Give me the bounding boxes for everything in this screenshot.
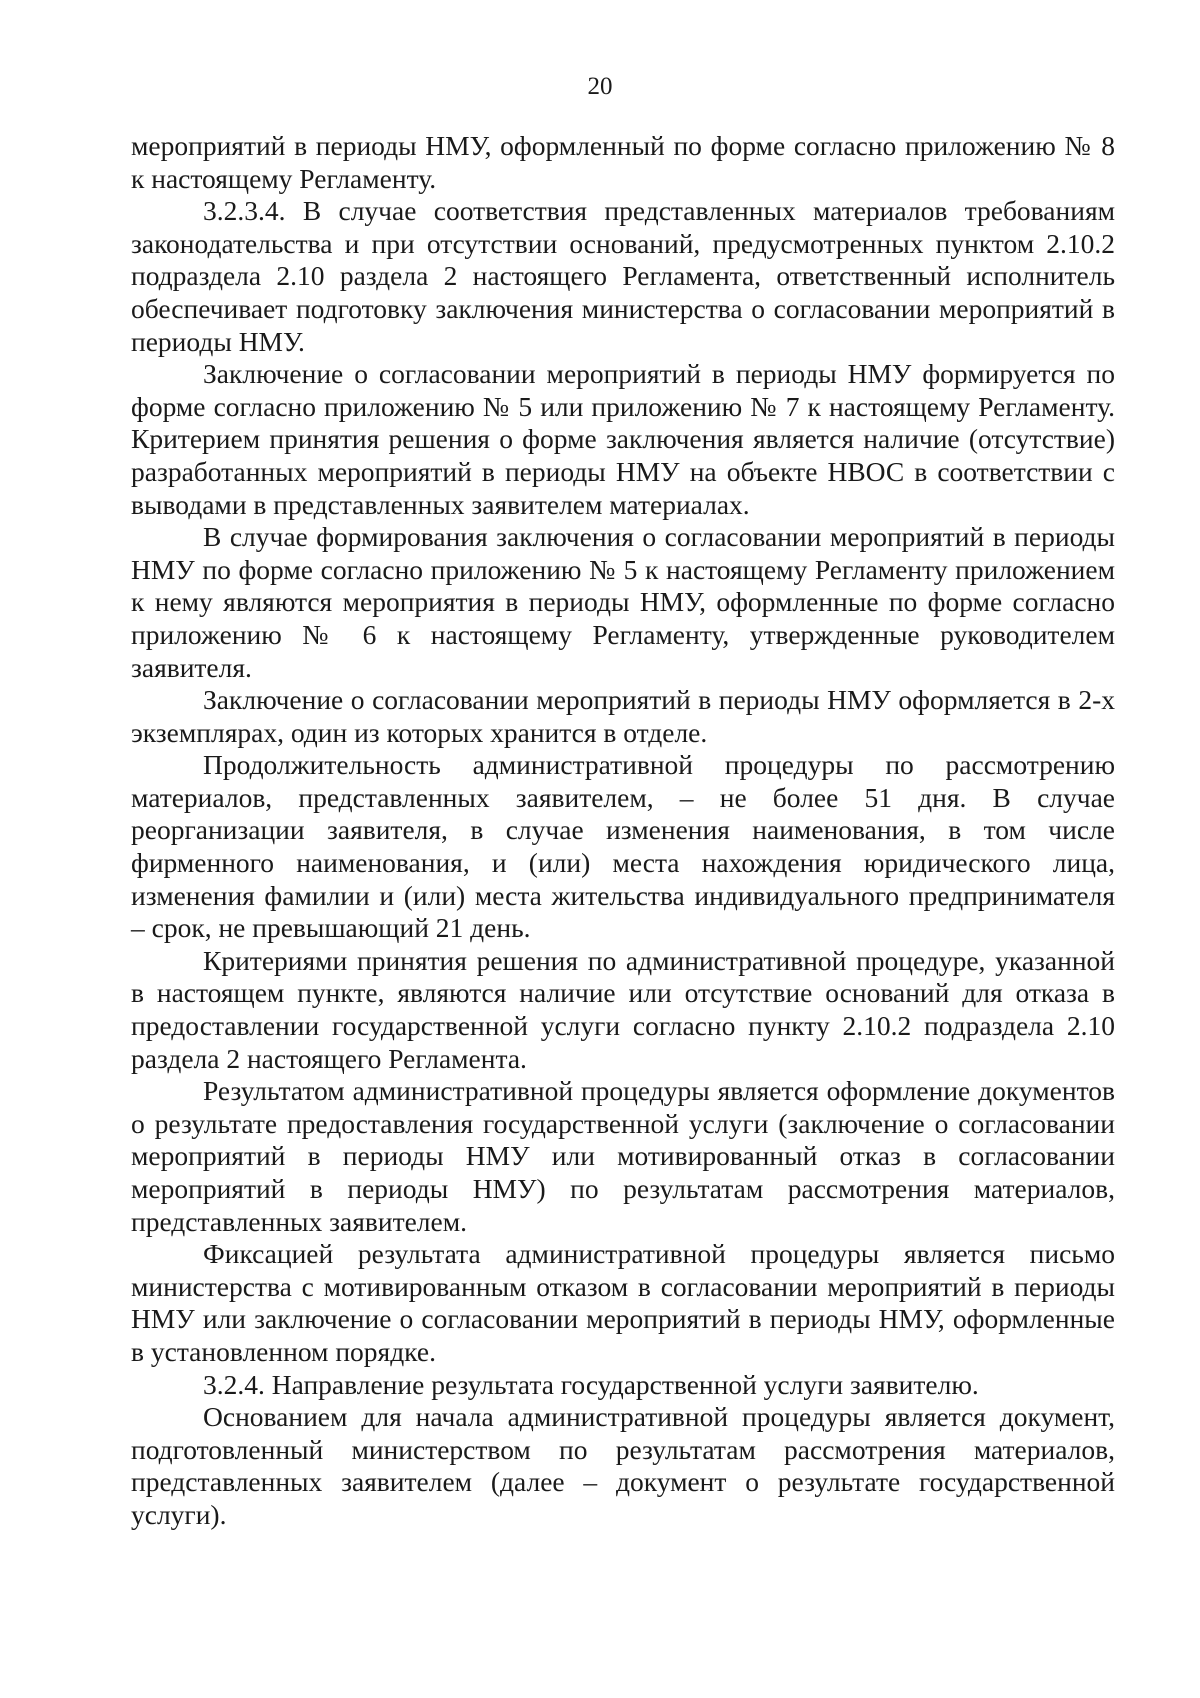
paragraph-conclusion-form: Заключение о согласовании мероприятий в периоды НМУ формируется по форме согласно приложению № 5 или приложению № 7 к настоящему Регламенту. Критерием принятия решения о форме заключения является наличие (отсутствие) разработанных мероприятий в периоды НМУ на объекте НВОС в соответствии с выводами в представленных заявителем материалах. [131, 358, 1115, 520]
document-body [131, 130, 1115, 1532]
paragraph-3-2-4-heading: 3.2.4. Направление результата государственной услуги заявителю. [203, 1368, 979, 1400]
page-number: 20 [587, 73, 613, 100]
paragraph-result: Результатом административной процедуры является оформление документов о результате предоставления государственной услуги (заключение о согласовании мероприятий в периоды НМУ или мотивированный отказ в согласовании мероприятий в периоды НМУ) по результатам рассмотрения материалов, представленных заявителем. [131, 1075, 1115, 1237]
paragraph-3-2-3-4: 3.2.3.4. В случае соответствия представленных материалов требованиям законодательства и при отсутствии оснований, предусмотренных пунктом 2.10.2 подраздела 2.10 раздела 2 настоящего Регламента, ответственный исполнитель обеспечивает подготовку заключения министерства о согласовании мероприятий в периоды НМУ. [131, 195, 1115, 357]
paragraph-basis: Основанием для начала административной процедуры является документ, подготовленный министерством по результатам рассмотрения материалов, представленных заявителем (далее – документ о результате государственной услуги). [131, 1401, 1115, 1530]
paragraph-criteria: Критериями принятия решения по административной процедуре, указанной в настоящем пункте, являются наличие или отсутствие оснований для отказа в предоставлении государственной услуги согласно пункту 2.10.2 подраздела 2.10 раздела 2 настоящего Регламента. [131, 944, 1115, 1074]
paragraph-duration: Продолжительность административной процедуры по рассмотрению материалов, представленных заявителем, – не более 51 дня. В случае реорганизации заявителя, в случае изменения наименования, в том числе фирменного наименования, и (или) места нахождения юридического лица, изменения фамилии и (или) места жительства индивидуального предпринимателя – срок, не превышающий 21 день. [131, 749, 1115, 944]
paragraph-copies: Заключение о согласовании мероприятий в периоды НМУ оформляется в 2-х экземплярах, один из которых хранится в отделе. [131, 684, 1115, 748]
paragraph-continuation: мероприятий в периоды НМУ, оформленный по форме согласно приложению № 8 к настоящему Регламенту. [131, 130, 1115, 194]
paragraph-fixation: Фиксацией результата административной процедуры является письмо министерства с мотивированным отказом в согласовании мероприятий в периоды НМУ или заключение о согласовании мероприятий в периоды НМУ, оформленные в установленном порядке. [131, 1238, 1115, 1367]
paragraph-conclusion-appendix: В случае формирования заключения о согласовании мероприятий в периоды НМУ по форме согласно приложению № 5 к настоящему Регламенту приложением к нему являются мероприятия в периоды НМУ, оформленные по форме согласно приложению № 6 к настоящему Регламенту, утвержденные руководителем заявителя. [131, 521, 1115, 683]
